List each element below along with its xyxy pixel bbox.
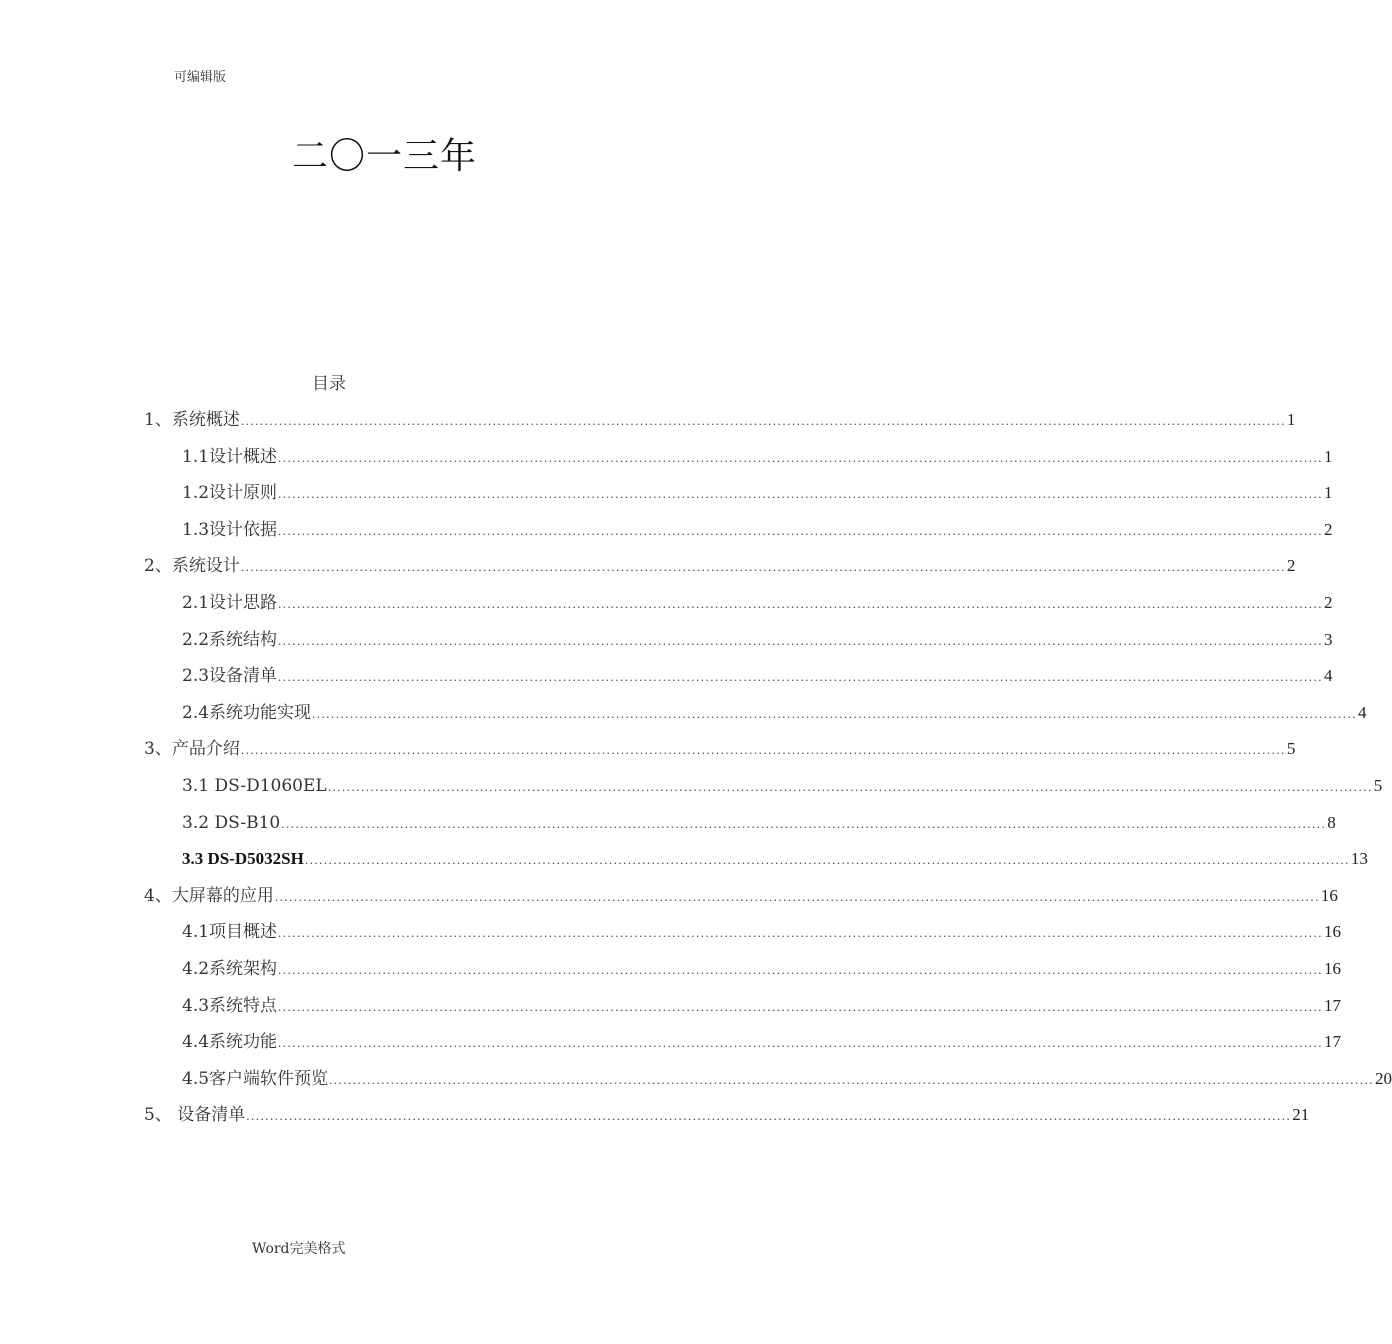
- toc-entry[interactable]: [182, 847, 1368, 871]
- toc-entry[interactable]: [182, 1067, 1392, 1091]
- toc-entry-page-number: 4: [1324, 666, 1333, 685]
- toc-dot-leader: ............................................................................................................................................................................................................................: [278, 486, 1324, 501]
- cover-year-title: 二〇一三年: [292, 136, 478, 177]
- toc-entry-page-number: 16: [1324, 959, 1342, 978]
- toc-entry-page-number: 17: [1324, 996, 1342, 1015]
- toc-entry-page-number: 13: [1350, 849, 1368, 868]
- toc-entry-page-number: 1: [1324, 447, 1333, 466]
- toc-entry-label: 3.3 DS-D5032SH: [182, 849, 304, 868]
- toc-entry-label: 2.2系统结构: [182, 630, 278, 650]
- toc-dot-leader: ............................................................................................................................................................................................................................: [278, 450, 1324, 465]
- toc-dot-leader: ............................................................................................................................................................................................................................: [327, 779, 1373, 794]
- toc-heading: 目录: [312, 374, 346, 394]
- toc-entry[interactable]: [182, 591, 1333, 615]
- toc-entry-label: 1.3设计依据: [182, 520, 278, 540]
- toc-entry-page-number: 17: [1324, 1032, 1342, 1051]
- toc-dot-leader: ............................................................................................................................................................................................................................: [281, 816, 1327, 831]
- toc-dot-leader: ............................................................................................................................................................................................................................: [240, 413, 1286, 428]
- toc-entry-page-number: 1: [1324, 483, 1333, 502]
- toc-entry[interactable]: [182, 920, 1342, 944]
- toc-dot-leader: ............................................................................................................................................................................................................................: [278, 999, 1324, 1014]
- toc-dot-leader: ............................................................................................................................................................................................................................: [278, 1035, 1324, 1050]
- toc-entry-page-number: 3: [1324, 630, 1333, 649]
- toc-entry-label: 4.2系统架构: [182, 959, 278, 979]
- toc-entry[interactable]: [144, 1103, 1310, 1127]
- toc-entry-label: 2.1设计思路: [182, 593, 278, 613]
- toc-entry-page-number: 20: [1375, 1069, 1392, 1088]
- toc-dot-leader: ............................................................................................................................................................................................................................: [278, 523, 1324, 538]
- toc-entry[interactable]: [182, 701, 1367, 725]
- toc-entry[interactable]: [182, 445, 1333, 469]
- toc-entry[interactable]: [144, 884, 1338, 908]
- toc-entry-page-number: 2: [1286, 556, 1296, 575]
- toc-entry-page-number: 4: [1358, 703, 1367, 722]
- toc-entry-label: 3.2 DS-B10: [182, 813, 281, 833]
- toc-entry-page-number: 1: [1286, 410, 1296, 429]
- toc-entry[interactable]: [182, 957, 1342, 981]
- toc-dot-leader: ............................................................................................................................................................................................................................: [274, 889, 1320, 904]
- toc-entry-label: 4.3系统特点: [182, 996, 278, 1016]
- toc-entry-page-number: 2: [1324, 593, 1333, 612]
- toc-dot-leader: ............................................................................................................................................................................................................................: [278, 925, 1324, 940]
- toc-entry-label: 4、大屏幕的应用: [144, 886, 274, 906]
- toc-dot-leader: ............................................................................................................................................................................................................................: [240, 742, 1286, 757]
- toc-entry[interactable]: [144, 408, 1296, 432]
- toc-entry[interactable]: [182, 994, 1342, 1018]
- footer-tag: Word完美格式: [252, 1241, 346, 1257]
- toc-entry[interactable]: [182, 481, 1333, 505]
- toc-dot-leader: ............................................................................................................................................................................................................................: [278, 596, 1324, 611]
- toc-entry-label: 2.4系统功能实现: [182, 703, 312, 723]
- toc-entry-page-number: 16: [1324, 922, 1342, 941]
- toc-entry-label: 5、 设备清单: [144, 1105, 246, 1125]
- toc-entry-label: 3、产品介绍: [144, 739, 240, 759]
- toc-entry-page-number: 16: [1320, 886, 1338, 905]
- toc-entry-label: 3.1 DS-D1060EL: [182, 776, 327, 796]
- toc-entry[interactable]: [144, 737, 1296, 761]
- toc-entry[interactable]: [182, 1030, 1342, 1054]
- toc-dot-leader: ............................................................................................................................................................................................................................: [246, 1108, 1292, 1123]
- toc-entry-label: 2.3设备清单: [182, 666, 278, 686]
- toc-entry-page-number: 8: [1327, 813, 1336, 832]
- toc-entry-label: 4.5客户端软件预览: [182, 1069, 329, 1089]
- toc-entry-page-number: 21: [1292, 1105, 1310, 1124]
- header-tag: 可编辑版: [174, 70, 227, 85]
- toc-dot-leader: ............................................................................................................................................................................................................................: [329, 1072, 1375, 1087]
- toc-entry[interactable]: [182, 628, 1333, 652]
- toc-dot-leader: ............................................................................................................................................................................................................................: [312, 706, 1358, 721]
- toc-entry[interactable]: [144, 554, 1296, 578]
- toc-dot-leader: ............................................................................................................................................................................................................................: [278, 962, 1324, 977]
- toc-entry-label: 4.4系统功能: [182, 1032, 278, 1052]
- toc-entry-label: 1.1设计概述: [182, 447, 278, 467]
- toc-entry-page-number: 5: [1286, 739, 1296, 758]
- toc-entry-label: 4.1项目概述: [182, 922, 278, 942]
- toc-entry[interactable]: [182, 811, 1336, 835]
- toc-entry-page-number: 2: [1324, 520, 1333, 539]
- toc-entry-label: 1、系统概述: [144, 410, 240, 430]
- toc-dot-leader: ............................................................................................................................................................................................................................: [240, 559, 1286, 574]
- toc-entry-label: 2、系统设计: [144, 556, 240, 576]
- toc-entry[interactable]: [182, 664, 1333, 688]
- toc-entry-page-number: 5: [1373, 776, 1383, 795]
- toc-entry[interactable]: [182, 774, 1383, 798]
- toc-entry[interactable]: [182, 518, 1333, 542]
- toc-dot-leader: ............................................................................................................................................................................................................................: [278, 633, 1324, 648]
- toc-dot-leader: ............................................................................................................................................................................................................................: [304, 852, 1350, 867]
- toc-entry-label: 1.2设计原则: [182, 483, 278, 503]
- toc-dot-leader: ............................................................................................................................................................................................................................: [278, 669, 1324, 684]
